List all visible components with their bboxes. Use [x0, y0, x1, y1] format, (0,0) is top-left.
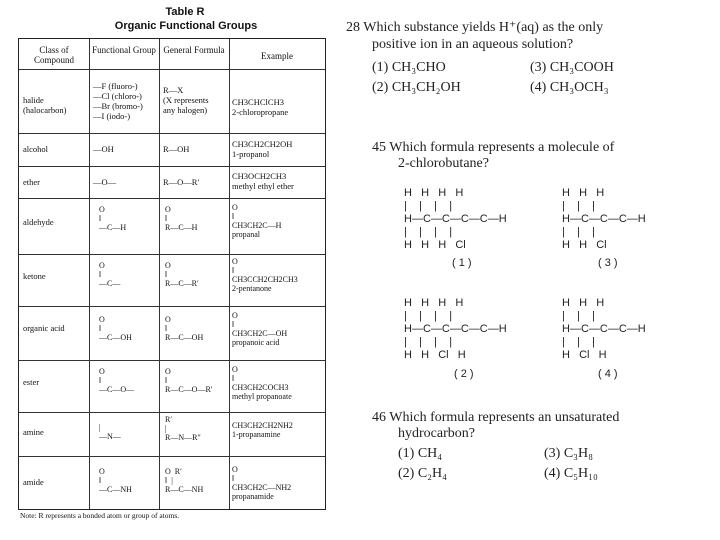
q46-stem-line1: 46 Which formula represents an unsaturated — [372, 410, 620, 425]
q28-stem-line1: 28 Which substance yields H⁺(aq) as the only — [346, 20, 604, 35]
q45-label-1: ( 1 ) — [452, 257, 472, 269]
row-example: O ‖ CH3CH2C—NH2 propanamide — [232, 465, 292, 501]
q45-structure-4[interactable]: H H H | | | H—C—C—C—H | | | H Cl H — [562, 297, 646, 361]
row-formula: O ‖ R—C—OH — [165, 315, 204, 342]
q28-option-2[interactable]: (2) CH₃CH₂OH — [372, 80, 461, 95]
q46-option-1[interactable]: (1) CH₄ — [398, 446, 443, 461]
row-example: CH3CHClCH3 2-chloropropane — [232, 97, 289, 117]
row-example: O ‖ CH3CH2C—OH propanoic acid — [232, 311, 288, 347]
q45-stem-line1: 45 Which formula represents a molecule of — [372, 140, 615, 155]
header-class: Class of Compound — [33, 45, 74, 65]
row-formula: R—X (X represents any halogen) — [163, 85, 209, 115]
q45-label-4: ( 4 ) — [598, 368, 618, 380]
row-class: ester — [23, 377, 40, 387]
row-group: O ‖ —C—O— — [99, 367, 135, 394]
row-group: —F (fluoro-) —Cl (chloro-) —Br (bromo-) —I (iodo-) — [93, 81, 143, 121]
row-class: amide — [23, 477, 44, 487]
header-group: Functional Group — [92, 45, 156, 55]
q28-stem-line2: positive ion in an aqueous solution? — [372, 37, 574, 52]
row-divider — [19, 412, 325, 413]
table-note: Note: R represents a bonded atom or group of atoms. — [20, 511, 180, 520]
row-formula: O ‖ R—C—R′ — [165, 261, 199, 288]
row-example: CH3CH2CH2OH 1-propanol — [232, 139, 293, 159]
functional-groups-table — [18, 38, 326, 510]
row-divider — [19, 360, 325, 361]
row-class: ether — [23, 177, 40, 187]
row-group: | —N— — [99, 423, 121, 441]
q46-option-3[interactable]: (3) C₃H₈ — [544, 446, 594, 461]
row-group: O ‖ —C—OH — [99, 315, 132, 342]
row-divider — [19, 198, 325, 199]
q28-option-3[interactable]: (3) CH₃COOH — [530, 60, 614, 75]
q45-label-3: ( 3 ) — [598, 257, 618, 269]
row-group: O ‖ —C—H — [99, 205, 127, 232]
q46-stem-line2: hydrocarbon? — [398, 426, 475, 441]
row-formula: R′ | R—N—R″ — [165, 415, 201, 442]
row-class: aldehyde — [23, 217, 54, 227]
header-formula: General Formula — [163, 45, 225, 55]
row-group: O ‖ —C—NH — [99, 467, 132, 494]
q45-stem-line2: 2-chlorobutane? — [398, 156, 489, 171]
row-example: O ‖ CH3CH2COCH3 methyl propanoate — [232, 365, 292, 401]
row-example: O ‖ CH3CH2C—H propanal — [232, 203, 282, 239]
row-formula: R—O—R′ — [163, 177, 200, 187]
q45-structure-1[interactable]: H H H H | | | | H—C—C—C—C—H | | | | H H H Cl — [404, 187, 507, 251]
row-class: ketone — [23, 271, 46, 281]
row-formula: O R′ ‖ | R—C—NH — [165, 467, 204, 494]
row-divider — [19, 456, 325, 457]
row-divider — [19, 166, 325, 167]
header-example: Example — [261, 51, 293, 61]
row-group: —O— — [93, 177, 117, 187]
row-class: organic acid — [23, 323, 65, 333]
row-group: O ‖ —C— — [99, 261, 121, 288]
row-class: amine — [23, 427, 44, 437]
row-example: CH3OCH2CH3 methyl ethyl ether — [232, 171, 294, 191]
row-divider — [19, 254, 325, 255]
row-class: halide (halocarbon) — [23, 95, 67, 115]
q28-option-4[interactable]: (4) CH₃OCH₃ — [530, 80, 609, 95]
row-formula: O ‖ R—C—O—R′ — [165, 367, 213, 394]
column-divider — [229, 39, 230, 509]
header-divider — [19, 69, 325, 70]
row-formula: R—OH — [163, 144, 190, 154]
column-divider — [159, 39, 160, 509]
row-class: alcohol — [23, 144, 49, 154]
row-divider — [19, 306, 325, 307]
q46-option-4[interactable]: (4) C₅H₁₀ — [544, 466, 598, 481]
column-divider — [89, 39, 90, 509]
row-formula: O ‖ R—C—H — [165, 205, 198, 232]
row-group: —OH — [93, 144, 114, 154]
q46-option-2[interactable]: (2) C₂H₄ — [398, 466, 448, 481]
q28-option-1[interactable]: (1) CH₃CHO — [372, 60, 446, 75]
q45-label-2: ( 2 ) — [454, 368, 474, 380]
table-subtitle: Organic Functional Groups — [114, 20, 258, 32]
row-example: CH3CH2CH2NH2 1-propanamine — [232, 421, 293, 439]
row-divider — [19, 133, 325, 134]
q45-structure-3[interactable]: H H H | | | H—C—C—C—H | | | H H Cl — [562, 187, 646, 251]
q45-structure-2[interactable]: H H H H | | | | H—C—C—C—C—H | | | | H H Cl H — [404, 297, 507, 361]
table-title: Table R — [165, 6, 205, 18]
row-example: O ‖ CH3CCH2CH2CH3 2-pentanone — [232, 257, 298, 293]
